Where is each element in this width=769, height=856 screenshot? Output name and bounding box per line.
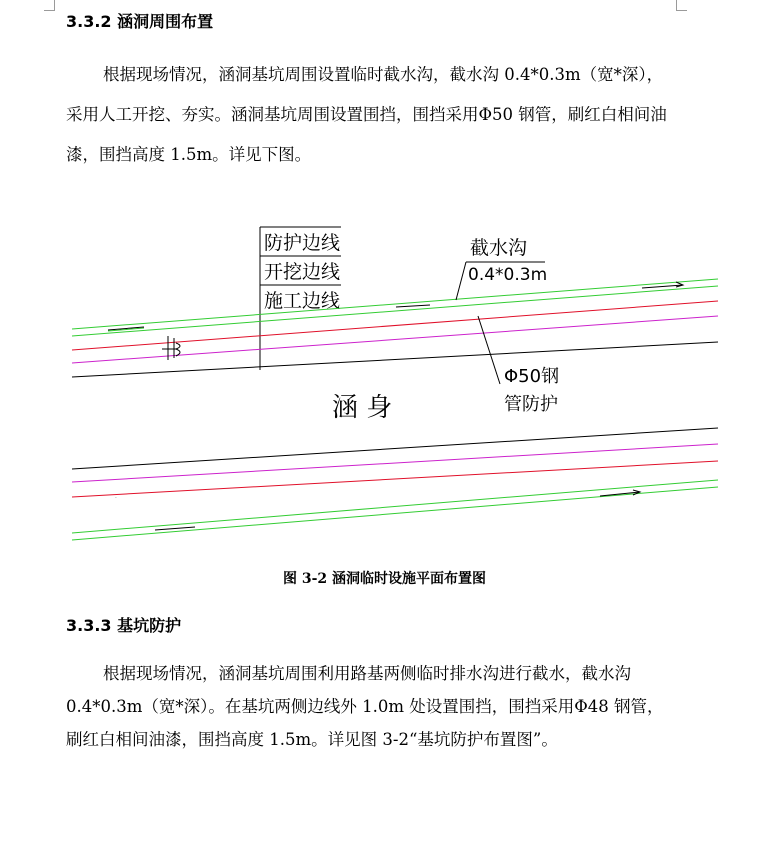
ditch-label: 截水沟 xyxy=(470,237,528,259)
pipe-label-line2: 管防护 xyxy=(504,394,558,415)
upper-construction-line xyxy=(72,316,718,363)
legend-item-excavation-line: 开挖边线 xyxy=(264,261,341,283)
section-heading-3-3-2: 3.3.2 涵洞周围布置 xyxy=(66,12,214,31)
section-paragraph-3-3-3: 根据现场情况，涵洞基坑周围利用路基两侧临时排水沟进行截水，截水沟 0.4*0.3m（宽*深）。在基坑两侧边线外 1.0m 处设置围挡，围挡采用Φ48 钢管，刷红白相间油漆，围挡高度 1.5m。详见图 3-2“基坑防护布置图”。 xyxy=(66,664,664,749)
lower-line-band xyxy=(72,428,718,540)
upper-ditch-line-outer xyxy=(72,279,718,329)
section-heading-3-3-3: 3.3.3 基坑防护 xyxy=(66,616,182,635)
ditch-annotation xyxy=(456,237,547,300)
upper-line-band xyxy=(72,279,718,377)
section-paragraph-3-3-2: 根据现场情况，涵洞基坑周围设置临时截水沟，截水沟 0.4*0.3m（宽*深），采用人工开挖、夯实。涵洞基坑周围设置围挡，围挡采用Φ50 钢管，刷红白相间油漆，围挡高度 1.5m。详见下图。 xyxy=(66,65,667,164)
pipe-label-line1: Φ50钢 xyxy=(504,366,560,387)
lower-ditch-line-outer xyxy=(72,487,718,540)
culvert-body-label: 涵 身 xyxy=(332,393,393,423)
stray-mark: · xyxy=(115,495,117,502)
lower-ditch-line-inner xyxy=(72,480,718,533)
lower-protection-line xyxy=(72,461,718,497)
upper-ditch-line-inner xyxy=(72,286,718,336)
legend-item-protection-line: 防护边线 xyxy=(264,232,341,254)
ditch-size-label: 0.4*0.3m xyxy=(468,265,548,285)
legend-item-construction-line: 施工边线 xyxy=(264,290,341,312)
upper-culvert-edge xyxy=(72,342,718,377)
figure-caption: 图 3-2 涵洞临时设施平面布置图 xyxy=(282,571,487,587)
upper-protection-line xyxy=(72,301,718,350)
